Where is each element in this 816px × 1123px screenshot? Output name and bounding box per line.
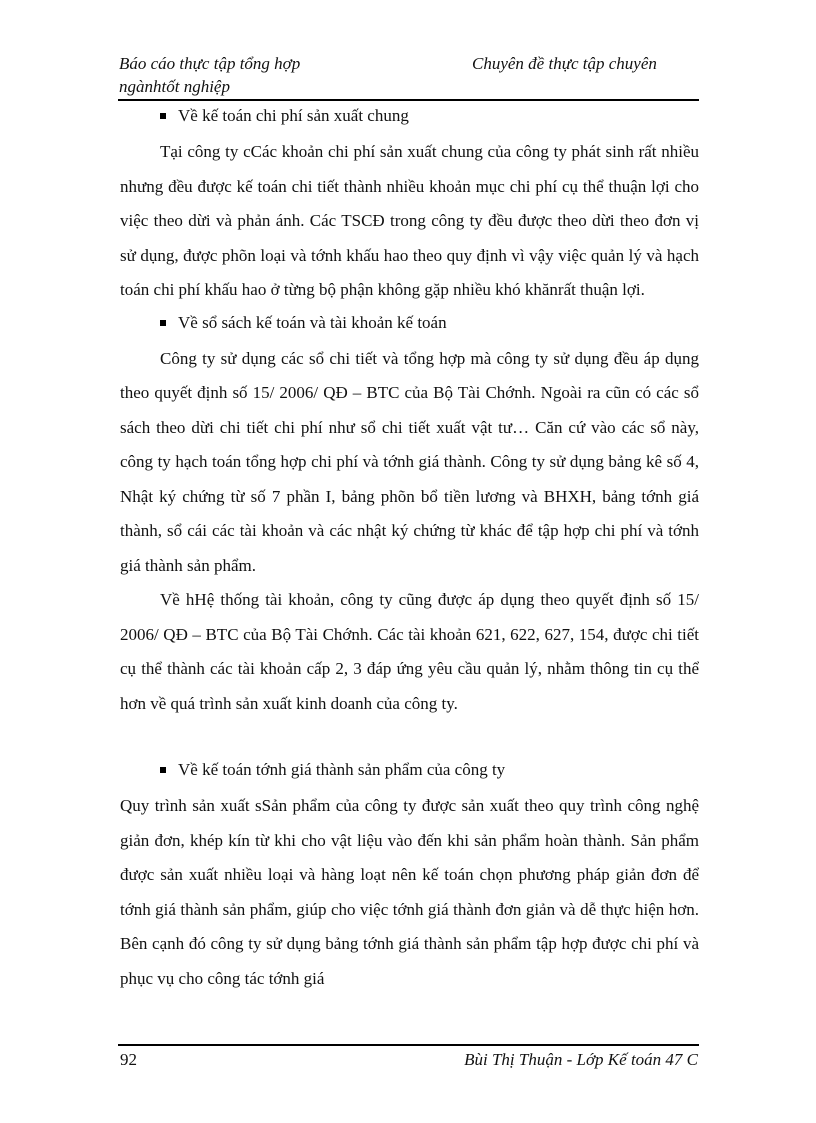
paragraph: Quy trình sản xuất sSản phẩm của công ty được sản xuất theo quy trình công nghệ giản đơn, khép kín từ khi cho vật liệu vào đến khi sản phẩm hoàn thành. Sản phẩm được sản xuất nhiều loại và hàng loạt nên kế toán chọn phương pháp giản đơn để tớnh giá thành sản phẩm, giúp cho việc tớnh giá thành đơn giản và dễ thực hiện hơn. Bên cạnh đó công ty sử dụng bảng tớnh giá thành sản phẩm tập hợp được chi phí và phục vụ cho công tác tớnh giá [120, 796, 699, 988]
square-bullet-icon [160, 767, 166, 773]
square-bullet-icon [160, 320, 166, 326]
section-heading-text: Về kế toán tớnh giá thành sản phẩm của công ty [178, 760, 506, 779]
section-heading-text: Về kế toán chi phí sản xuất chung [178, 106, 409, 125]
section-heading-general-production-costs [120, 101, 699, 135]
footer-author: Bùi Thị Thuận - Lớp Kế toán 47 C [464, 1050, 698, 1069]
paragraph: Về hHệ thống tài khoản, công ty cũng được áp dụng theo quyết định số 15/ 2006/ QĐ – BTC của Bộ Tài Chớnh. Các tài khoản 621, 622, 627, 154, được chi tiết cụ thể thành các tài khoản cấp 2, 3 đáp ứng yêu cầu quản lý, nhằm thông tin cụ thể hơn về quá trình sản xuất kinh doanh của công ty. [120, 590, 699, 713]
document-body [120, 101, 699, 996]
section-heading-product-costing [120, 755, 699, 789]
section-heading-text: Về sổ sách kế toán và tài khoản kế toán [178, 312, 447, 332]
section-heading-books-and-accounts [120, 308, 699, 342]
footer-divider [118, 1044, 699, 1046]
paragraph: Tại công ty cCác khoản chi phí sản xuất chung của công ty phát sinh rất nhiều nhưng đều được kế toán chi tiết thành nhiều khoản mục chi phí cụ thể thuận lợi cho việc theo dừi và phản ánh. Các TSCĐ trong công ty đều được theo dừi theo đơn vị sử dụng, được phõn loại và tớnh khấu hao theo quy định vì vậy việc quản lý và hạch toán chi phí khấu hao ở từng bộ phận không gặp nhiều khó khănrất thuận lợi. [120, 142, 699, 299]
square-bullet-icon [160, 113, 166, 119]
paragraph: Công ty sử dụng các sổ chi tiết và tổng hợp mà công ty sử dụng đều áp dụng theo quyết định số 15/ 2006/ QĐ – BTC của Bộ Tài Chớnh. Ngoài ra cũn có các sổ sách theo dừi chi tiết chi phí như sổ chi tiết xuất vật tư… Căn cứ vào các sổ này, công ty hạch toán tổng hợp chi phí và tớnh giá thành. Công ty sử dụng bảng kê số 4, Nhật ký chứng từ số 7 phần I, bảng phõn bổ tiền lương và BHXH, bảng tớnh giá thành, sổ cái các tài khoản và các nhật ký chứng từ khác để tập hợp chi phí và tớnh giá thành sản phẩm. [120, 348, 699, 575]
header-right-title: Chuyên đề thực tập chuyên [472, 54, 657, 73]
page-number: 92 [120, 1050, 137, 1069]
header-left-title: Báo cáo thực tập tổng hợp ngànhtốt nghiệp [119, 54, 301, 96]
